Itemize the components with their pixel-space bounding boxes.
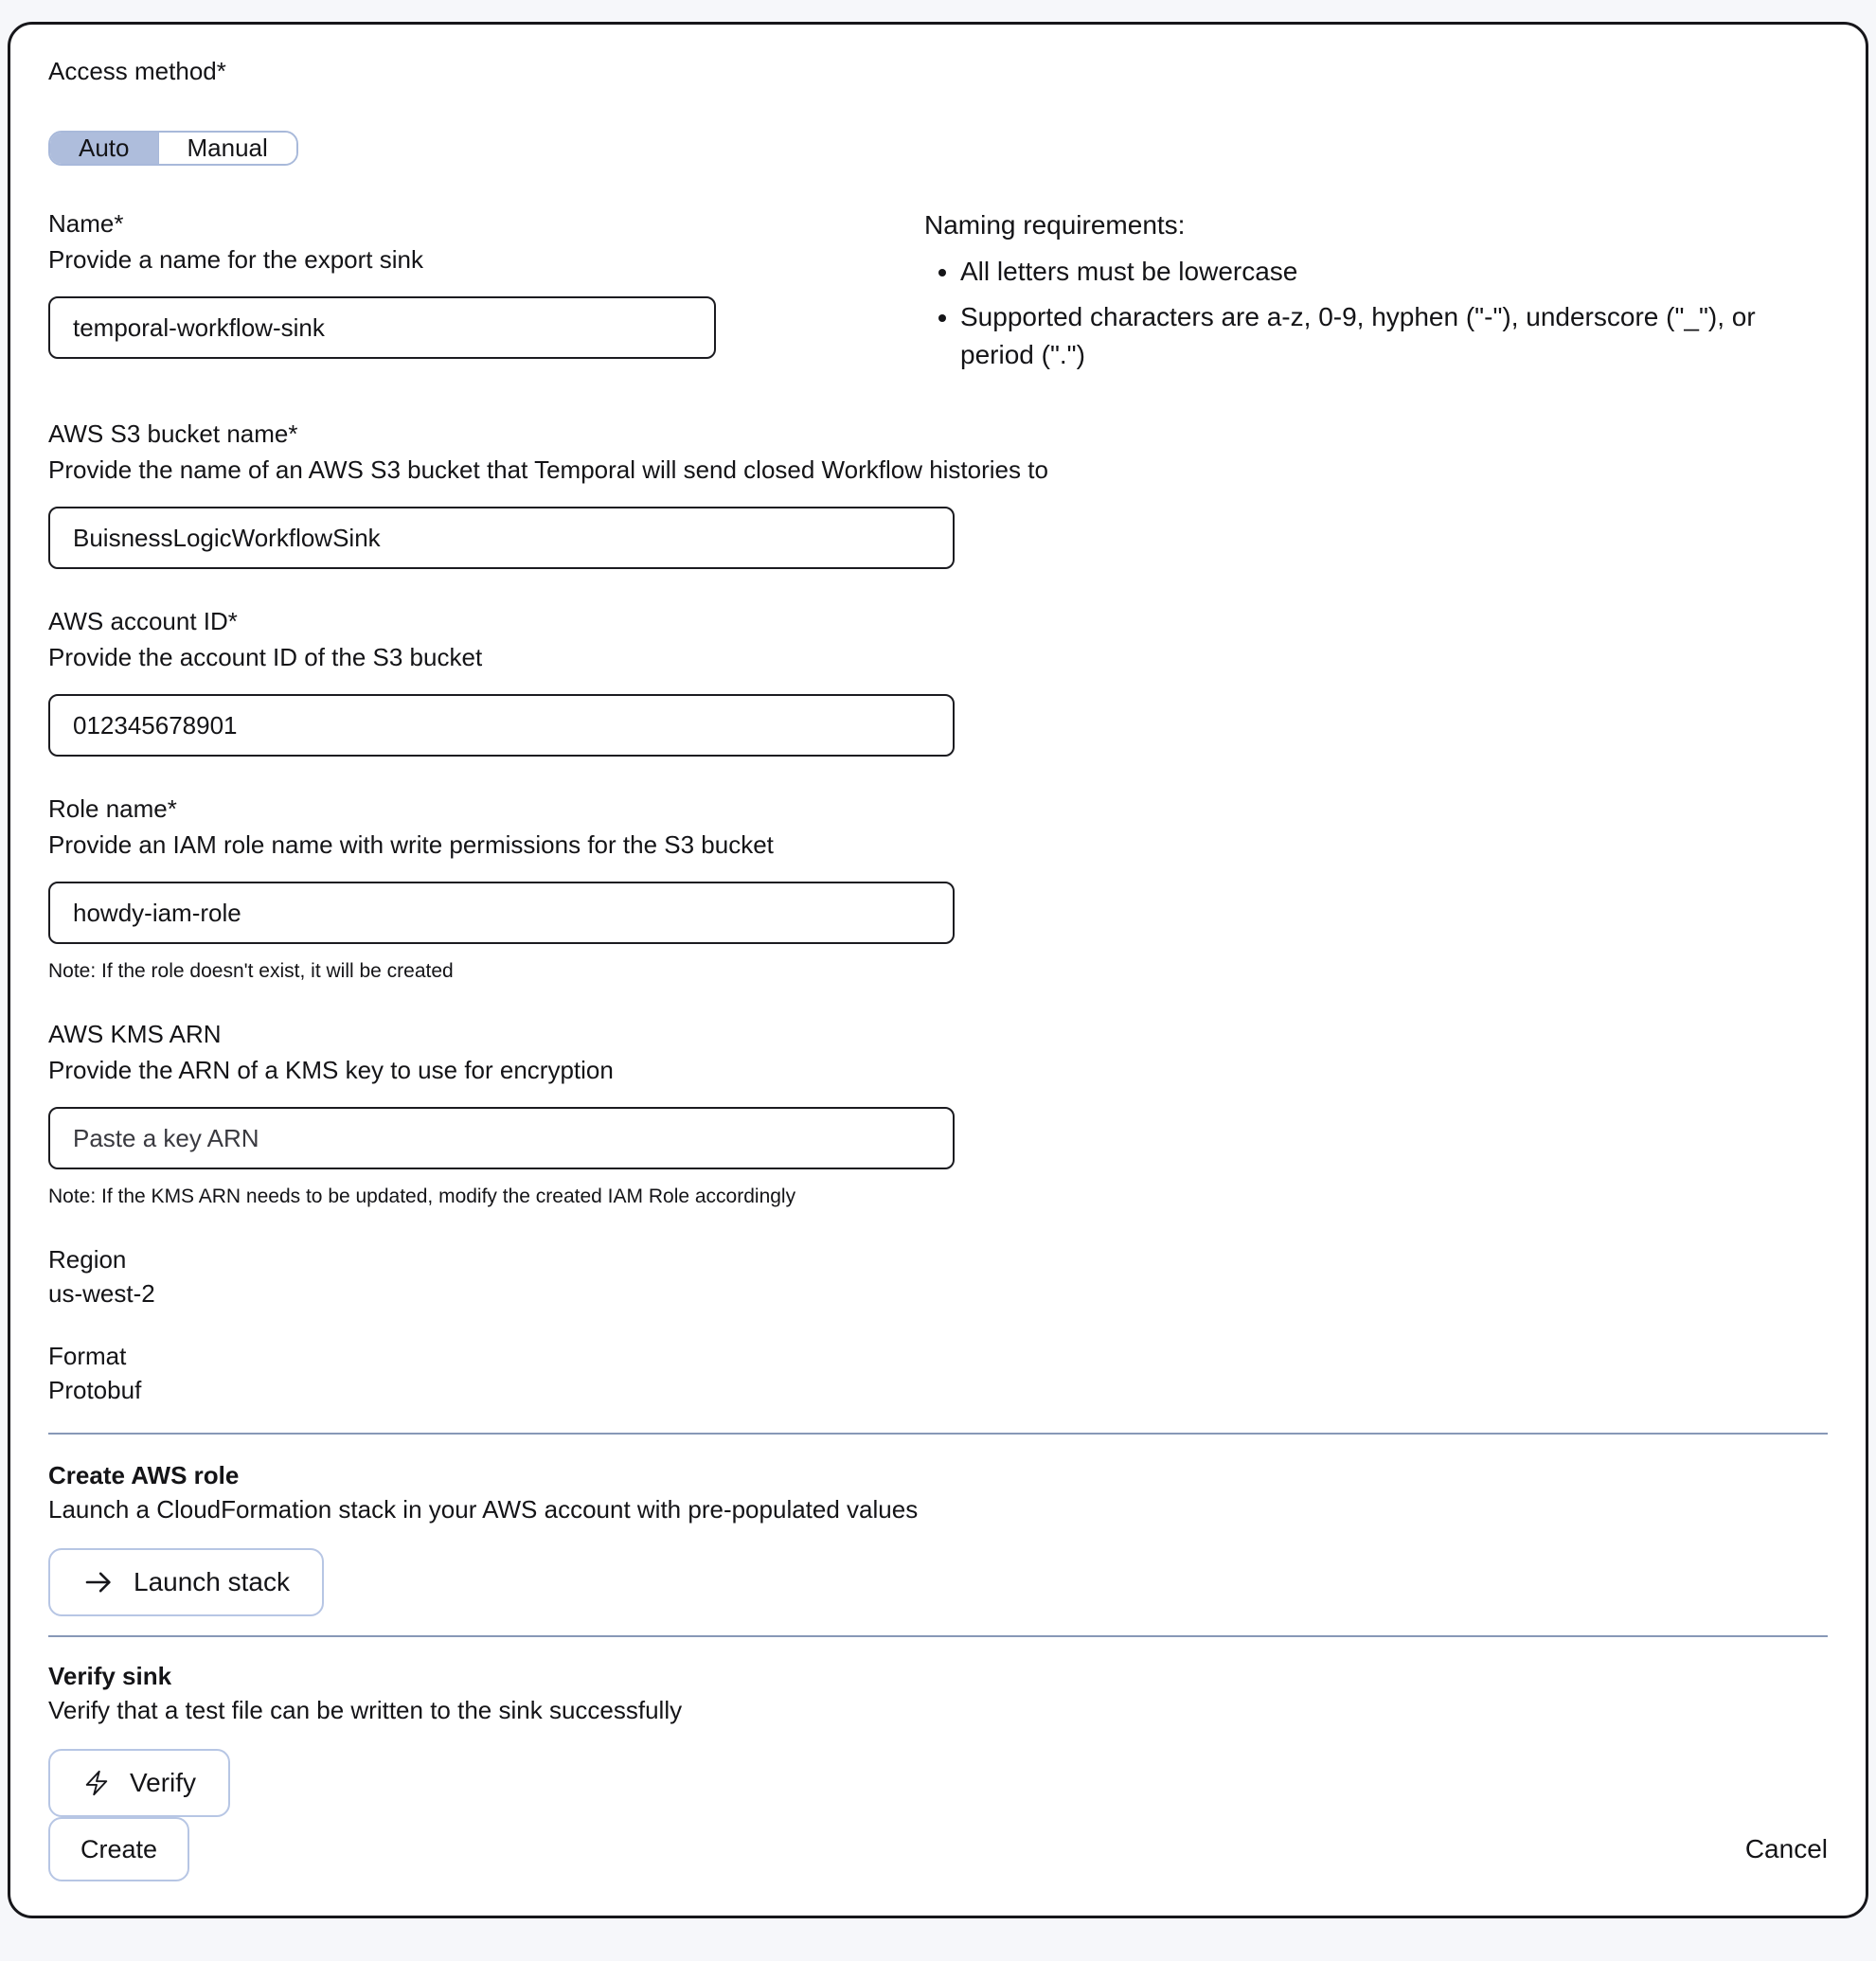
region-value: us-west-2 — [48, 1279, 155, 1308]
name-label: Name* — [48, 209, 124, 238]
region-group — [48, 1243, 1828, 1310]
access-method-label: Access method* — [48, 57, 226, 85]
access-method-manual-button[interactable]: Manual — [158, 133, 296, 164]
cancel-button[interactable]: Cancel — [1744, 1834, 1828, 1863]
form-actions — [48, 1817, 1828, 1895]
region-label: Region — [48, 1245, 127, 1274]
bucket-input[interactable] — [48, 507, 955, 569]
account-label: AWS account ID* — [48, 607, 238, 635]
name-description: Provide a name for the export sink — [48, 245, 423, 274]
launch-stack-button[interactable] — [48, 1548, 324, 1616]
kms-note: Note: If the KMS ARN needs to be updated, modify the created IAM Role accordingly — [48, 1186, 796, 1207]
access-method-toggle — [48, 131, 298, 166]
create-role-section — [48, 1459, 1828, 1616]
format-label: Format — [48, 1342, 127, 1370]
naming-requirements — [924, 207, 1786, 382]
naming-requirement-item: • All letters must be lowercase — [960, 253, 1786, 291]
verify-label: Verify — [130, 1768, 197, 1797]
naming-requirement-item: • Supported characters are a-z, 0-9, hyphen ("-"), underscore ("_"), or period (".") — [960, 298, 1786, 374]
launch-stack-label: Launch stack — [134, 1567, 290, 1596]
name-and-requirements-row — [48, 207, 1828, 382]
verify-sink-title: Verify sink — [48, 1662, 172, 1690]
export-sink-form-card — [8, 22, 1868, 1918]
kms-input[interactable] — [48, 1107, 955, 1169]
format-value: Protobuf — [48, 1376, 142, 1404]
create-button[interactable]: Create — [48, 1817, 189, 1881]
kms-label: AWS KMS ARN — [48, 1020, 222, 1048]
verify-button[interactable] — [48, 1749, 230, 1817]
section-divider — [48, 1433, 1828, 1435]
verify-sink-section — [48, 1660, 1828, 1817]
bucket-description: Provide the name of an AWS S3 bucket that Temporal will send closed Workflow histories to — [48, 455, 1048, 484]
bucket-label: AWS S3 bucket name* — [48, 419, 298, 448]
role-field-group — [48, 793, 1828, 984]
format-group — [48, 1340, 1828, 1406]
verify-sink-description: Verify that a test file can be written to the sink successfully — [48, 1696, 683, 1724]
access-method-auto-button[interactable]: Auto — [50, 133, 158, 164]
account-input[interactable] — [48, 694, 955, 757]
bucket-field-group — [48, 418, 1828, 569]
name-field-group — [48, 207, 716, 382]
role-label: Role name* — [48, 794, 177, 823]
role-input[interactable] — [48, 882, 955, 944]
naming-requirements-list — [924, 253, 1786, 374]
kms-field-group — [48, 1018, 1828, 1209]
section-divider — [48, 1635, 1828, 1637]
name-input[interactable] — [48, 296, 716, 359]
role-note: Note: If the role doesn't exist, it will be created — [48, 960, 454, 982]
create-role-description: Launch a CloudFormation stack in your AWS account with pre-populated values — [48, 1495, 919, 1524]
account-description: Provide the account ID of the S3 bucket — [48, 643, 483, 671]
create-role-title: Create AWS role — [48, 1461, 240, 1489]
lightning-bolt-icon — [82, 1769, 111, 1797]
naming-requirements-title: Naming requirements: — [924, 210, 1186, 240]
role-description: Provide an IAM role name with write permissions for the S3 bucket — [48, 830, 774, 859]
account-field-group — [48, 605, 1828, 757]
arrow-right-icon — [82, 1566, 115, 1598]
kms-description: Provide the ARN of a KMS key to use for encryption — [48, 1056, 614, 1084]
